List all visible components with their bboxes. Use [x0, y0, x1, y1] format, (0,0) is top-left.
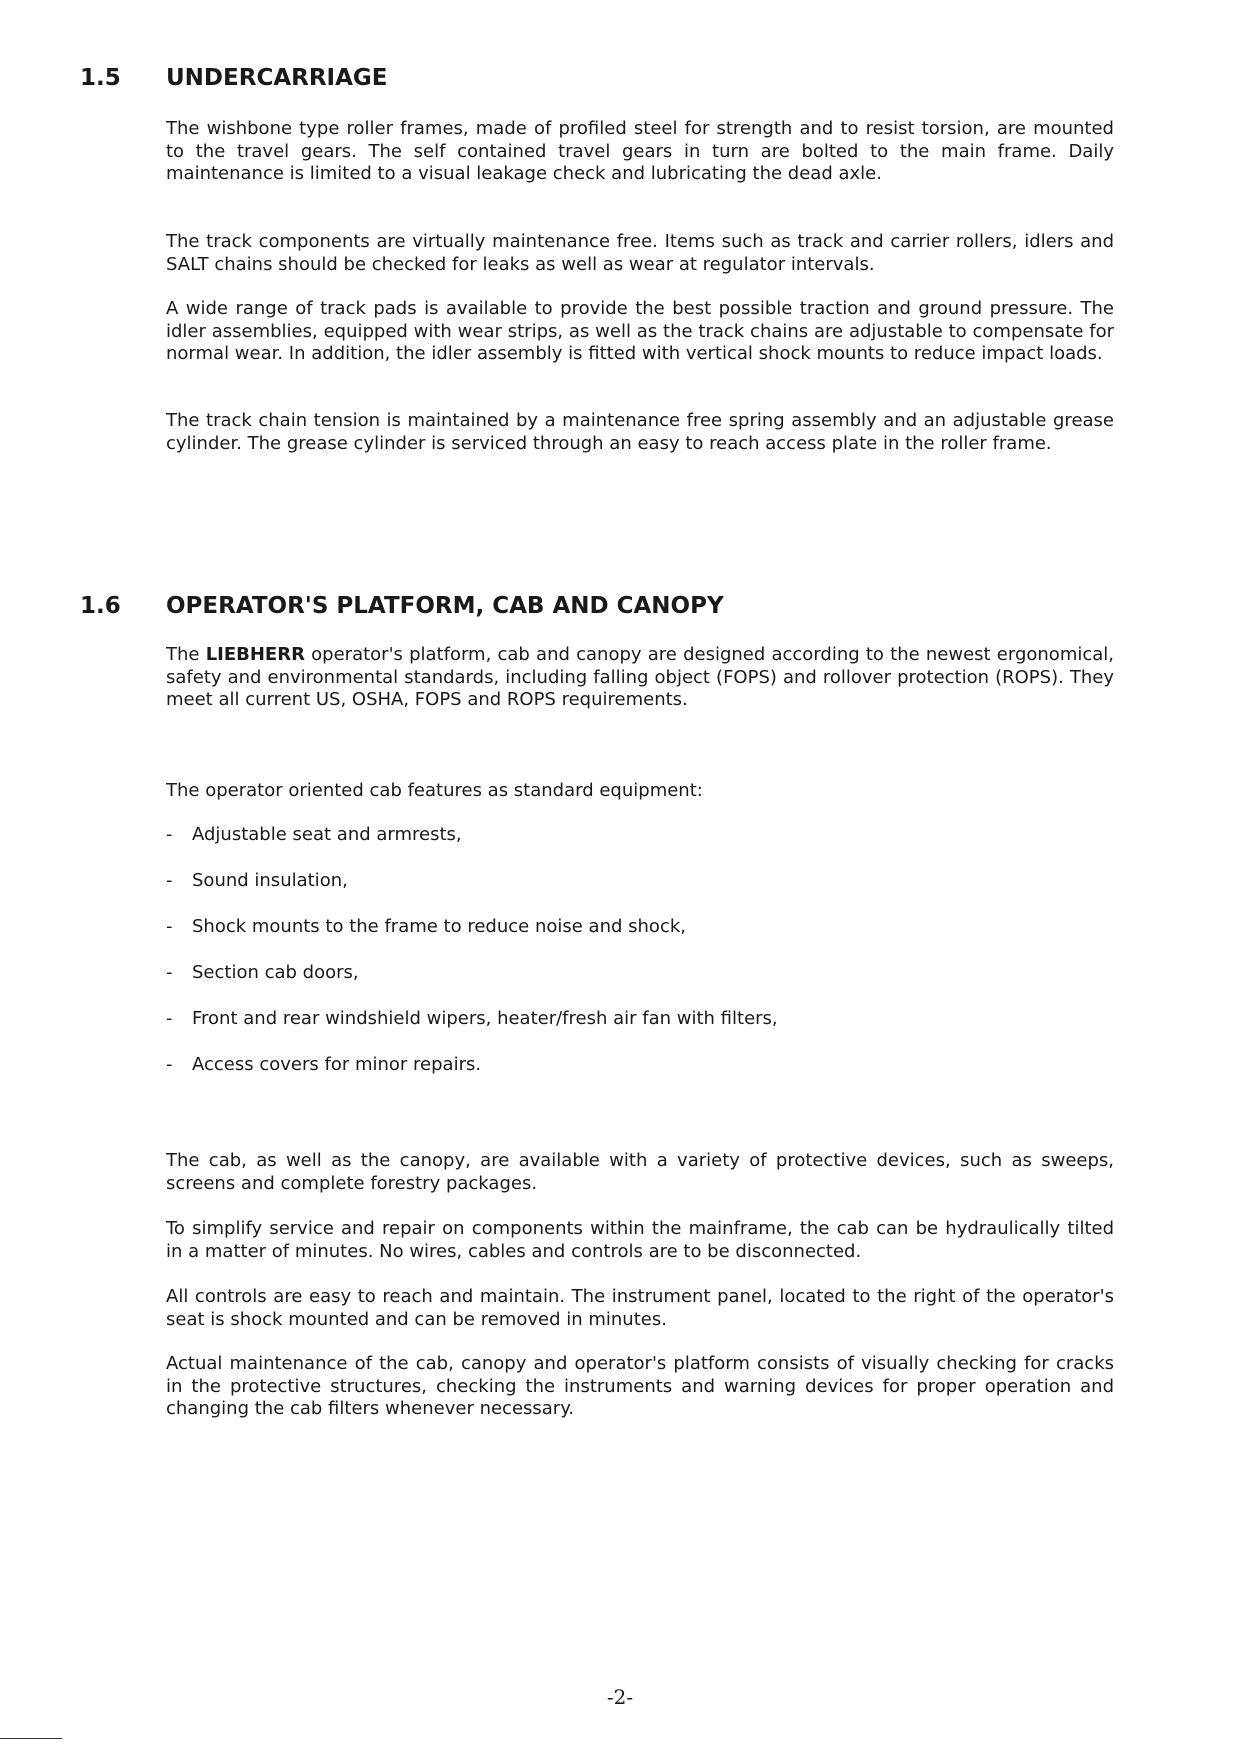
list-item-text: Section cab doors,	[192, 962, 359, 983]
paragraph: The track chain tension is maintained by a maintenance free spring assembly and an adjustable grease cylinder. The grease cylinder is serviced through an easy to reach access plate in the roller frame.	[166, 410, 1114, 454]
list-item	[166, 870, 1114, 916]
section-title: UNDERCARRIAGE	[166, 65, 388, 91]
list-item	[166, 916, 1114, 962]
paragraph-intro	[166, 644, 1114, 712]
list-item	[166, 824, 1114, 870]
list-item	[166, 1008, 1114, 1054]
list-item	[166, 1054, 1114, 1100]
section-number: 1.5	[80, 65, 121, 91]
features-lead: The operator oriented cab features as standard equipment:	[166, 780, 703, 801]
section-number: 1.6	[80, 593, 121, 619]
bullet-marker: -	[166, 916, 173, 937]
paragraph: A wide range of track pads is available to provide the best possible traction and ground pressure. The idler assemblies, equipped with wear strips, as well as the track chains are adjustable to compensate for normal wear. In addition, the idler assembly is fitted with vertical shock mounts to reduce impact loads.	[166, 298, 1114, 364]
paragraph: The wishbone type roller frames, made of profiled steel for strength and to resist torsion, are mounted to the travel gears. The self contained travel gears in turn are bolted to the main frame. Daily maintenance is limited to a visual leakage check and lubricating the dead axle.	[166, 118, 1114, 184]
paragraph: The cab, as well as the canopy, are available with a variety of protective devices, such as sweeps, screens and complete forestry packages.	[166, 1150, 1114, 1194]
section-title: OPERATOR'S PLATFORM, CAB AND CANOPY	[166, 593, 724, 619]
paragraph: The track components are virtually maintenance free. Items such as track and carrier rollers, idlers and SALT chains should be checked for leaks as well as wear at regulator intervals.	[166, 231, 1114, 275]
bullet-marker: -	[166, 824, 173, 845]
bullet-marker: -	[166, 962, 173, 983]
scan-edge-mark	[0, 1738, 62, 1739]
list-item-text: Adjustable seat and armrests,	[192, 824, 462, 845]
list-item-text: Sound insulation,	[192, 870, 348, 891]
page-number: -2-	[606, 1685, 634, 1709]
bullet-marker: -	[166, 870, 173, 891]
list-item-text: Shock mounts to the frame to reduce noise and shock,	[192, 916, 686, 937]
paragraph: Actual maintenance of the cab, canopy and operator's platform consists of visually checking for cracks in the protective structures, checking the instruments and warning devices for proper operation and changing the cab filters whenever necessary.	[166, 1353, 1114, 1419]
intro-rest: operator's platform, cab and canopy are designed according to the newest ergonomical, safety and environmental standards, including falling object (FOPS) and rollover protection (ROPS). They meet all current US, OSHA, FOPS and ROPS requirements.	[166, 644, 1114, 710]
brand-name: LIEBHERR	[205, 644, 305, 665]
list-item-text: Front and rear windshield wipers, heater/fresh air fan with filters,	[192, 1008, 778, 1029]
bullet-marker: -	[166, 1054, 173, 1075]
paragraph: All controls are easy to reach and maintain. The instrument panel, located to the right of the operator's seat is shock mounted and can be removed in minutes.	[166, 1286, 1114, 1330]
list-item	[166, 962, 1114, 1008]
features-list	[166, 824, 1114, 1100]
list-item-text: Access covers for minor repairs.	[192, 1054, 482, 1075]
intro-pre: The	[166, 644, 206, 665]
bullet-marker: -	[166, 1008, 173, 1029]
paragraph: To simplify service and repair on components within the mainframe, the cab can be hydraulically tilted in a matter of minutes. No wires, cables and controls are to be disconnected.	[166, 1218, 1114, 1262]
